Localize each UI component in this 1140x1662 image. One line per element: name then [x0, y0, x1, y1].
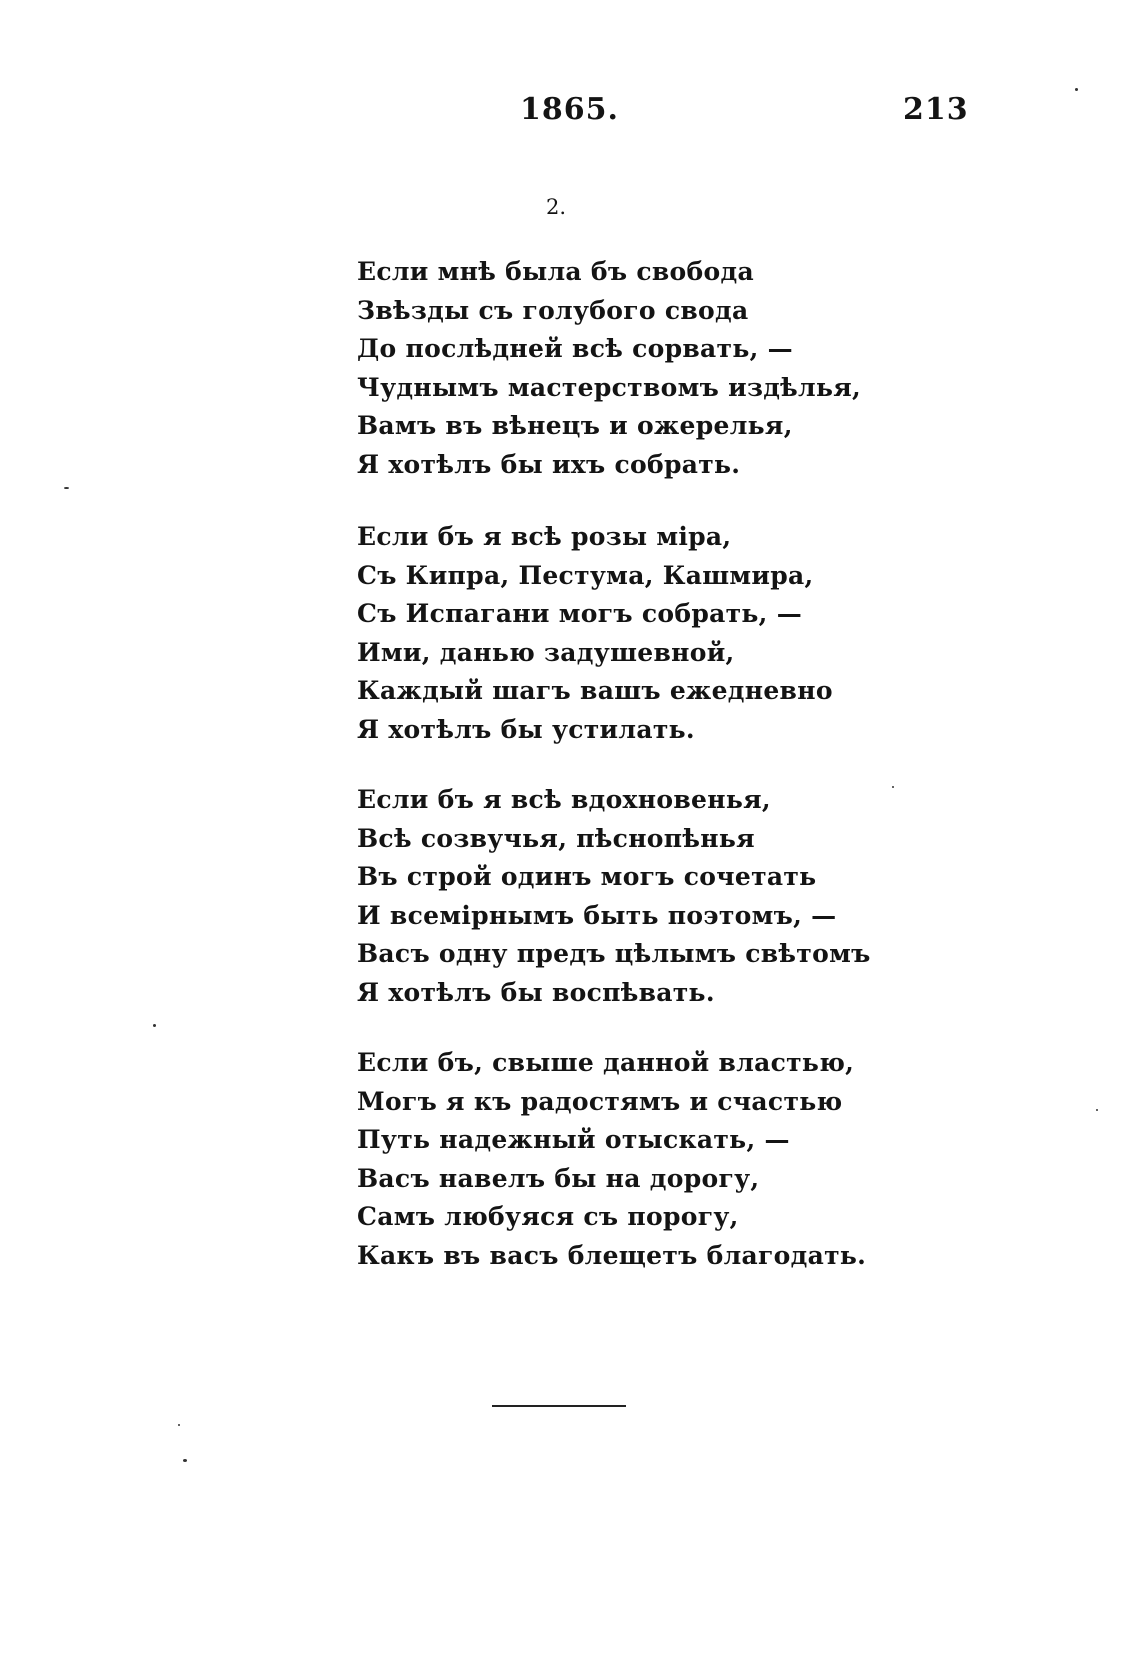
end-divider-rule — [492, 1405, 626, 1407]
stanza-2 — [357, 518, 833, 749]
verse-line: Всѣ созвучья, пѣснопѣнья — [357, 823, 755, 853]
verse-line: Вамъ въ вѣнецъ и ожерелья, — [357, 411, 793, 440]
verse-line: Какъ въ васъ блещетъ благодать. — [357, 1240, 867, 1270]
scan-speck — [1075, 88, 1078, 91]
verse-line: Если бъ я всѣ розы міра, — [357, 522, 732, 551]
verse-line: Я хотѣлъ бы воспѣвать. — [357, 977, 715, 1007]
verse-line: Могъ я къ радостямъ и счастью — [357, 1086, 843, 1116]
stanza-1 — [357, 253, 861, 484]
verse-line: Я хотѣлъ бы ихъ собрать. — [357, 449, 741, 479]
verse-line: Если бъ, свыше данной властью, — [357, 1048, 855, 1077]
verse-line: Звѣзды съ голубого свода — [357, 295, 749, 325]
stanza-4 — [357, 1044, 866, 1275]
verse-line: До послѣдней всѣ сорвать, — — [357, 334, 793, 363]
running-header-year: 1865. — [520, 92, 619, 127]
verse-line: Каждый шагъ вашъ ежедневно — [357, 676, 833, 705]
verse-line: Чуднымъ мастерствомъ издѣлья, — [357, 372, 862, 402]
scan-speck — [178, 1424, 180, 1426]
verse-line: Если бъ я всѣ вдохновенья, — [357, 785, 771, 814]
verse-line: Съ Испагани могъ собрать, — — [357, 599, 802, 628]
verse-line: И всемірнымъ быть поэтомъ, — — [357, 900, 837, 930]
scan-speck — [183, 1459, 187, 1462]
scan-speck — [153, 1024, 156, 1027]
verse-line: Самъ любуяся съ порогу, — [357, 1202, 739, 1231]
stanza-3 — [357, 781, 871, 1012]
verse-line: Съ Кипра, Пестума, Кашмира, — [357, 560, 814, 590]
scan-speck — [892, 786, 894, 788]
scan-speck — [1096, 1109, 1098, 1111]
verse-line: Въ строй одинъ могъ сочетать — [357, 862, 817, 891]
scan-speck — [64, 487, 69, 489]
poem-number: 2. — [546, 195, 567, 219]
verse-line: Васъ одну предъ цѣлымъ свѣтомъ — [357, 939, 871, 968]
verse-line: Путь надежный отыскать, — — [357, 1125, 790, 1154]
verse-line: Васъ навелъ бы на дорогу, — [357, 1163, 760, 1193]
verse-line: Если мнѣ была бъ свобода — [357, 257, 754, 286]
verse-line: Я хотѣлъ бы устилать. — [357, 714, 695, 744]
verse-line: Ими, данью задушевной, — [357, 637, 735, 667]
page-number: 213 — [903, 92, 969, 127]
